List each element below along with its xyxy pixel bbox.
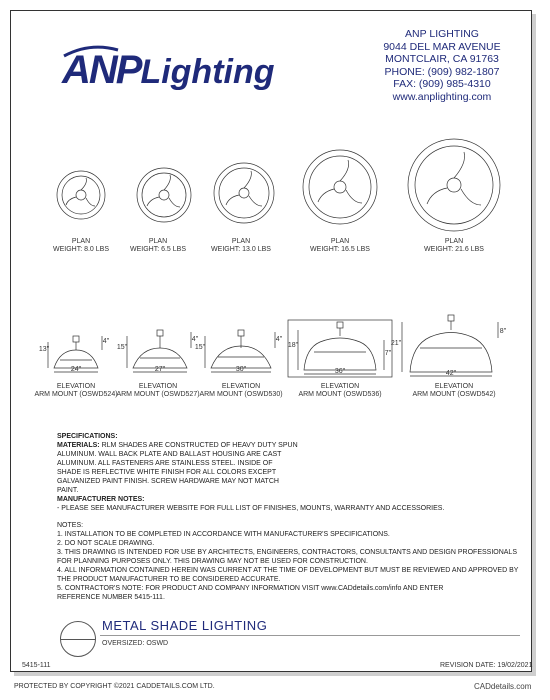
spec-line-4: GALVANIZED PAINT FINISH. SCREW HARDWARE MAY NOT MATCH <box>57 478 279 485</box>
elev-top-3: 4" <box>275 336 283 343</box>
elev-height-4: 18" <box>287 342 299 349</box>
drawing-subtitle: OVERSIZED: OSWD <box>102 640 169 647</box>
reference-number: 5415-111 <box>22 662 51 669</box>
elev-width-2: 27" <box>154 366 166 373</box>
elev-top-4: 7" <box>384 350 392 357</box>
revision-date: REVISION DATE: 19/02/2021 <box>440 662 533 669</box>
drawing-title: METAL SHADE LIGHTING <box>102 618 268 633</box>
elev-top-2: 4" <box>191 336 199 343</box>
plan-label-4: PLAN WEIGHT: 16.5 LBS <box>310 238 370 253</box>
manufacturer-notes-heading: MANUFACTURER NOTES: <box>57 496 145 503</box>
note-line: 1. INSTALLATION TO BE COMPLETED IN ACCORDANCE WITH MANUFACTURER'S SPECIFICATIONS. <box>57 531 390 538</box>
company-phone: PHONE: (909) 982-1807 <box>384 65 500 78</box>
note-line: 2. DO NOT SCALE DRAWING. <box>57 540 155 547</box>
note-line: 5. CONTRACTOR'S NOTE: FOR PRODUCT AND COMPANY INFORMATION VISIT www.CADdetails.com/info AND ENTER <box>57 585 444 592</box>
specifications-heading: SPECIFICATIONS: <box>57 433 118 440</box>
logo-anp-text: ANP <box>62 48 141 92</box>
plan-view-3 <box>214 163 274 223</box>
logo-lighting-text: Lighting <box>140 53 275 91</box>
elevation-label-5: ELEVATION ARM MOUNT (OSWD542) <box>412 383 496 398</box>
plan-view-4 <box>303 150 377 224</box>
company-website[interactable]: www.anplighting.com <box>392 90 492 103</box>
company-name: ANP LIGHTING <box>405 28 479 40</box>
spec-line-0: MATERIALS: RLM SHADES ARE CONSTRUCTED OF HEAVY DUTY SPUN <box>57 442 298 449</box>
elev-width-3: 30" <box>235 366 247 373</box>
note-line: 3. THIS DRAWING IS INTENDED FOR USE BY ARCHITECTS, ENGINEERS, CONTRACTORS, CONSULTANTS AND DESIGN PROFESSIONALS <box>57 549 517 556</box>
spec-line-2: ALUMINUM. ALL FASTENERS ARE STAINLESS STEEL. INSIDE OF <box>57 460 273 467</box>
elev-height-2: 15" <box>116 344 128 351</box>
elev-width-1: 24" <box>70 366 82 373</box>
elev-height-5: 21" <box>390 340 402 347</box>
plan-view-1 <box>57 171 105 219</box>
plan-label-5: PLAN WEIGHT: 21.6 LBS <box>424 238 484 253</box>
company-fax: FAX: (909) 985-4310 <box>393 78 491 90</box>
notes-block <box>57 521 518 602</box>
elev-top-5: 8" <box>499 328 507 335</box>
elev-width-5: 42" <box>445 370 457 377</box>
elev-width-4: 36" <box>334 368 346 375</box>
plan-label-2: PLAN WEIGHT: 6.5 LBS <box>129 238 187 253</box>
plan-label-3: PLAN WEIGHT: 13.0 LBS <box>211 238 271 253</box>
plan-label-1: PLAN WEIGHT: 8.0 LBS <box>52 238 110 253</box>
spec-line-1: ALUMINUM. WALL BACK PLATE AND BALLAST HOUSING ARE CAST <box>57 451 282 458</box>
elev-top-1: 4" <box>102 338 110 345</box>
notes-heading: NOTES: <box>57 522 84 529</box>
company-city: MONTCLAIR, CA 91763 <box>385 53 499 65</box>
copyright-notice: PROTECTED BY COPYRIGHT ©2021 CADDETAILS.COM LTD. <box>14 683 215 690</box>
elevation-label-4: ELEVATION ARM MOUNT (OSWD536) <box>298 383 382 398</box>
elevation-view-5 <box>402 315 498 376</box>
section-marker-icon <box>60 621 96 657</box>
note-line: 4. ALL INFORMATION CONTAINED HEREIN WAS CURRENT AT THE TIME OF DEVELOPMENT BUT MUST BE REVIEWED AND APPROVED BY <box>57 567 519 574</box>
title-divider <box>100 635 520 636</box>
elevation-label-2: ELEVATION ARM MOUNT (OSWD527) <box>116 383 200 398</box>
note-line: THE PRODUCT MANUFACTURER TO BE CONSIDERED ACCURATE. <box>57 576 281 583</box>
elev-height-1: 13" <box>38 346 50 353</box>
note-line: REFERENCE NUMBER 5415-111. <box>57 594 165 601</box>
note-line: FOR PLANNING PURPOSES ONLY. THIS DRAWING MAY NOT BE USED FOR CONSTRUCTION. <box>57 558 368 565</box>
spec-line-5: PAINT. <box>57 487 79 494</box>
specifications-block <box>57 432 477 513</box>
manufacturer-note: - PLEASE SEE MANUFACTURER WEBSITE FOR FULL LIST OF FINISHES, MOUNTS, WARRANTY AND ACCESSORIES. <box>57 505 445 512</box>
caddetails-logo[interactable]: CADdetails.com <box>474 682 532 691</box>
elev-height-3: 15" <box>194 344 206 351</box>
plan-view-2 <box>137 168 191 222</box>
elevation-label-3: ELEVATION ARM MOUNT (OSWD530) <box>199 383 283 398</box>
spec-line-3: SHADE IS REFLECTIVE WHITE FINISH FOR ALL COLORS EXCEPT <box>57 469 277 476</box>
company-address: 9044 DEL MAR AVENUE <box>383 40 501 53</box>
elevation-label-1: ELEVATION ARM MOUNT (OSWD524) <box>34 383 118 398</box>
plan-view-5 <box>408 139 500 231</box>
